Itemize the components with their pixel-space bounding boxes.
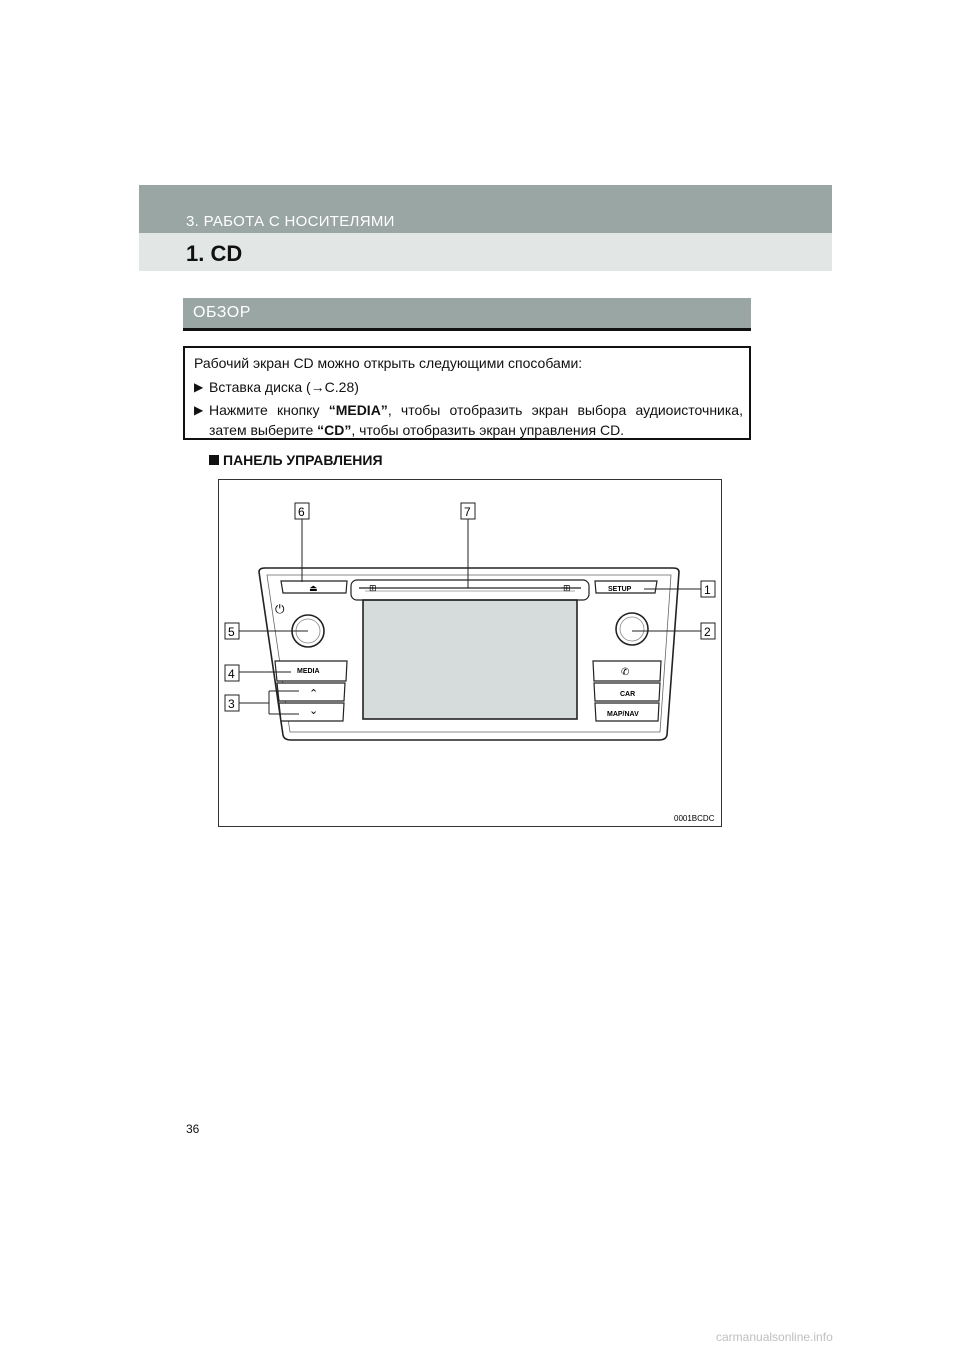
media-keyword: “MEDIA”	[328, 402, 388, 418]
section-heading-text: ОБЗОР	[193, 304, 251, 321]
eject-icon: ⏏	[309, 584, 318, 594]
page-title: 1. CD	[186, 241, 243, 266]
setup-label: SETUP	[608, 586, 632, 593]
bullet-text: Вставка диска (→С.28)	[209, 379, 359, 395]
power-icon: ⏻	[275, 602, 285, 616]
svg-text:3: 3	[228, 697, 235, 711]
bullet-media-button	[194, 400, 743, 440]
info-box	[183, 346, 751, 440]
chapter-title: 3. РАБОТА С НОСИТЕЛЯМИ	[186, 213, 395, 230]
car-label: CAR	[620, 691, 636, 698]
media-label: MEDIA	[297, 668, 320, 675]
cd-keyword: “CD”	[317, 422, 352, 438]
tune-knob	[616, 613, 648, 645]
info-intro: Рабочий экран CD можно открыть следующими способами:	[194, 355, 583, 371]
section-heading	[183, 298, 751, 331]
display-screen	[363, 600, 577, 719]
bullet-triangle-icon: ▶	[194, 403, 204, 417]
svg-text:1: 1	[704, 583, 711, 597]
title-band	[139, 233, 832, 271]
svg-text:2: 2	[704, 625, 711, 639]
square-bullet-icon	[209, 455, 219, 465]
bullet-triangle-icon: ▶	[194, 380, 204, 394]
bullet-text: Нажмите кнопку “MEDIA”, чтобы отобразить экран выбора аудиоисточника, затем выберите “CD”, чтобы отобразить экран управления CD.	[209, 402, 743, 438]
control-panel-drawing	[219, 480, 721, 826]
bullet-insert-disc	[194, 377, 743, 397]
control-panel-figure	[218, 479, 722, 827]
chevron-down-icon: ⌄	[309, 704, 319, 717]
figure-code: 0001BCDC	[674, 814, 715, 823]
svg-text:6: 6	[298, 505, 305, 519]
phone-icon: ✆	[621, 667, 630, 678]
svg-text:⊞: ⊞	[563, 584, 571, 594]
watermark: carmanualsonline.info	[716, 1330, 833, 1344]
svg-text:7: 7	[464, 505, 471, 519]
svg-text:5: 5	[228, 625, 235, 639]
svg-text:⊞: ⊞	[369, 584, 377, 594]
svg-text:4: 4	[228, 667, 235, 681]
subheading: ПАНЕЛЬ УПРАВЛЕНИЯ	[209, 452, 383, 468]
mapnav-label: MAP/NAV	[607, 711, 639, 718]
page-number: 36	[186, 1122, 200, 1136]
chevron-up-icon: ⌃	[309, 687, 319, 700]
